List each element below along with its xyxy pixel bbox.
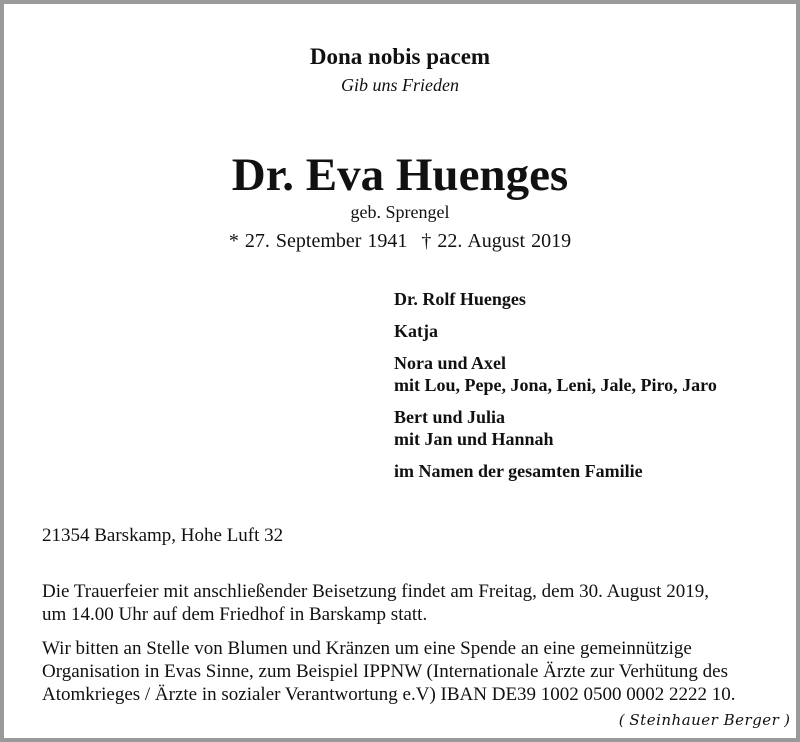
deceased-name: Dr. Eva Huenges [231, 149, 569, 201]
mourner-group [394, 320, 717, 342]
funeral-notice [42, 580, 782, 626]
signature-paren-close: ) [784, 711, 790, 729]
mourner-group [394, 352, 717, 396]
mourners-list [394, 288, 717, 492]
stonemason-signature [619, 710, 790, 730]
donation-notice [42, 637, 782, 706]
mourner-line: im Namen der gesamten Familie [394, 461, 643, 481]
donation-notice-line: Atomkrieges / Ärzte in sozialer Verantwortung e.V) IBAN DE39 1002 0500 0002 2222 10. [42, 684, 736, 705]
motto: Dona nobis pacem [309, 44, 491, 69]
motto-translation: Gib uns Frieden [341, 75, 459, 95]
mourner-line: Dr. Rolf Huenges [394, 289, 526, 309]
mourner-group [394, 406, 717, 450]
funeral-notice-line: um 14.00 Uhr auf dem Friedhof in Barskamp statt. [42, 604, 428, 625]
mourner-line: Katja [394, 321, 438, 341]
death-date: † 22. August 2019 [421, 230, 572, 252]
address: 21354 Barskamp, Hohe Luft 32 [42, 525, 284, 546]
donation-notice-line: Wir bitten an Stelle von Blumen und Kränzen um eine Spende an eine gemeinnützige [42, 638, 692, 659]
funeral-notice-line: Die Trauerfeier mit anschließender Beisetzung findet am Freitag, dem 30. August 2019, [42, 581, 709, 602]
mourner-line: mit Lou, Pepe, Jona, Leni, Jale, Piro, Jaro [394, 375, 717, 395]
signature-logo: Steinhauer Berger [629, 711, 780, 729]
life-dates [4, 229, 796, 253]
mourner-group [394, 460, 717, 482]
birth-date: * 27. September 1941 [228, 230, 408, 252]
signature-paren-open: ( [618, 711, 625, 729]
mourner-line: Bert und Julia [394, 407, 506, 427]
mourner-line: mit Jan und Hannah [394, 429, 554, 449]
donation-notice-line: Organisation in Evas Sinne, zum Beispiel IPPNW (Internationale Ärzte zur Verhütung des [42, 661, 728, 682]
born-name: geb. Sprengel [350, 202, 450, 222]
mourner-line: Nora und Axel [394, 353, 507, 373]
mourner-group [394, 288, 717, 310]
